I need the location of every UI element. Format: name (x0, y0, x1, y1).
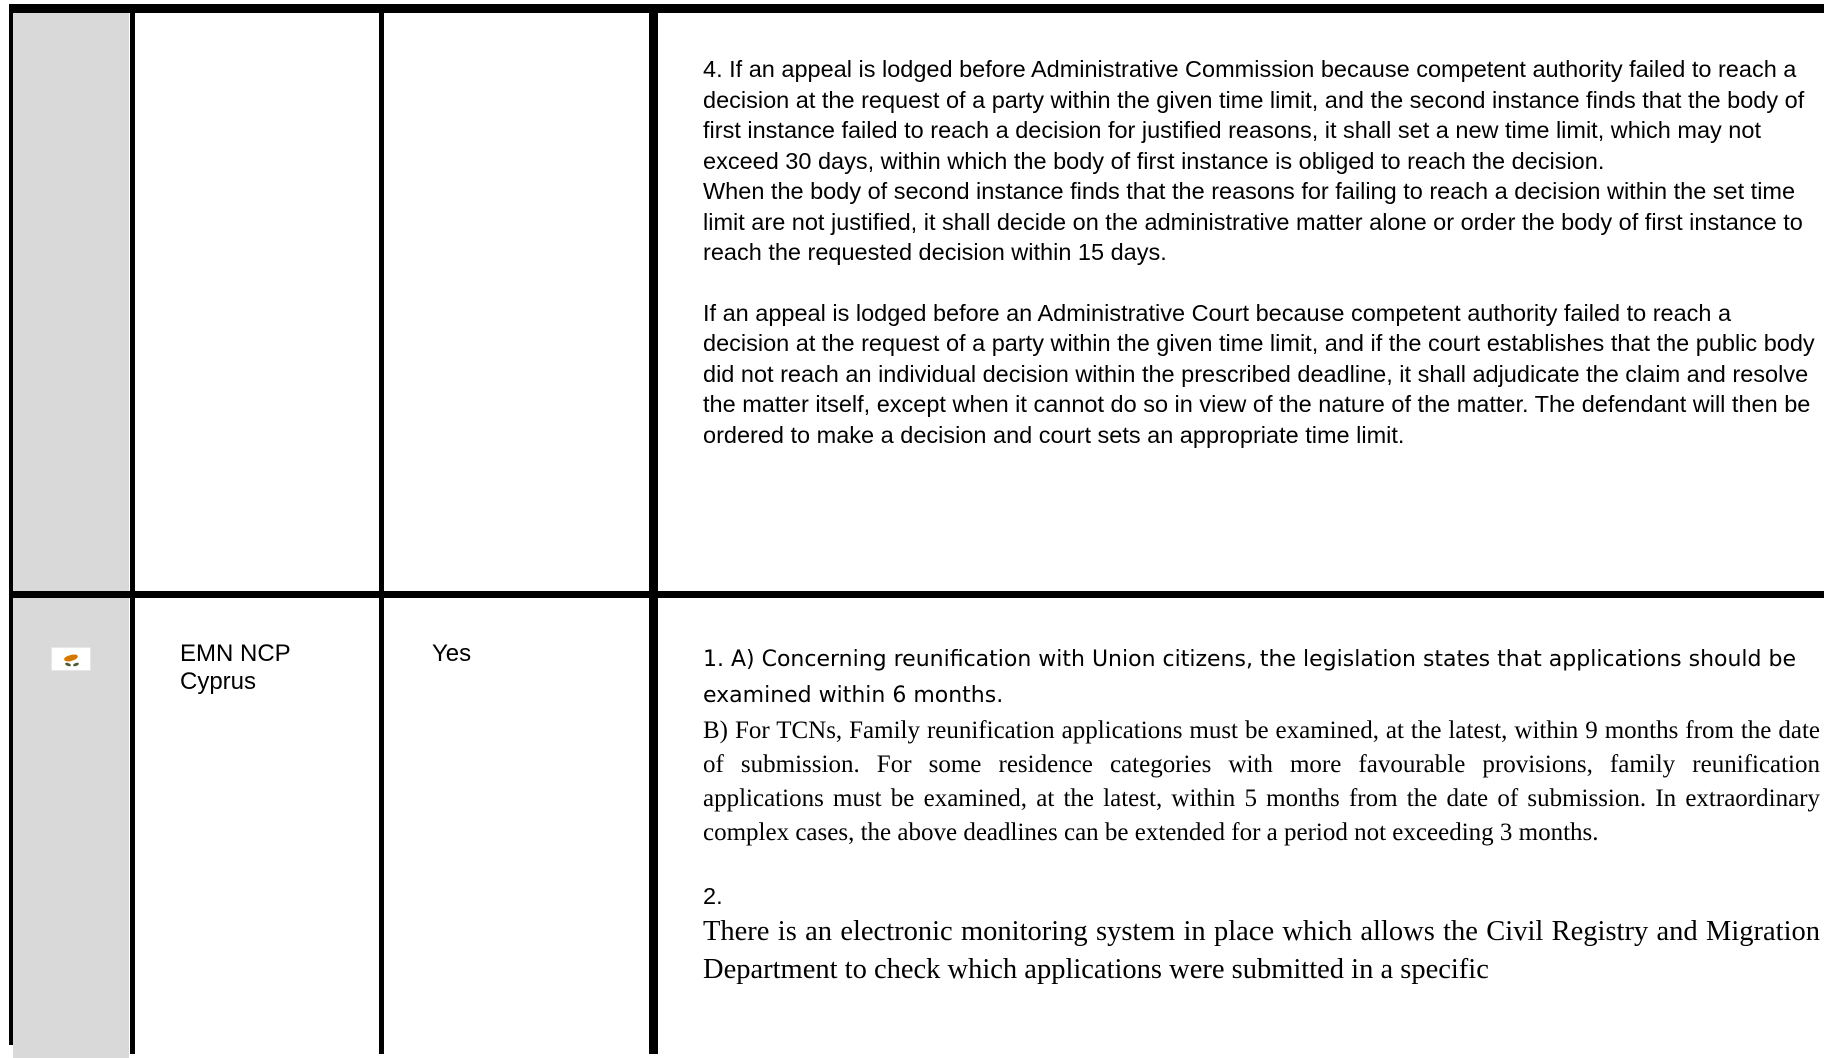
column-divider (130, 4, 135, 1054)
column-divider (649, 4, 658, 1054)
member-state-name-line1: EMN NCP (180, 640, 291, 667)
details-item-number: 2. (703, 883, 723, 909)
flag-island-shape (64, 654, 79, 663)
details-cell (658, 13, 1824, 591)
column-divider (379, 4, 384, 1054)
answer-cell (383, 13, 651, 591)
details-cell (658, 598, 1824, 1058)
details-paragraph: B) For TCNs, Family reunification applications must be examined, at the latest, within 9 months from the date of submission. For some residence categories with more favourable provisions, family reunification applications must be examined, at the latest, within 5 months from the date of submission. In extraordinary complex cases, the above deadlines can be extended for a period not exceeding 3 months. (703, 717, 1820, 846)
answer-value: Yes (432, 640, 472, 667)
table-row (13, 598, 1824, 1058)
comparison-table (9, 4, 1824, 1045)
details-paragraph: 4. If an appeal is lodged before Administrative Commission because competent authority failed to reach a decision at the request of a party within the given time limit, and the second instance finds that the body of first instance failed to reach a decision for justified reasons, it shall set a new time limit, which may not exceed 30 days, within which the body of first instance is obliged to reach the decision. (703, 56, 1805, 174)
member-state-cell (134, 13, 378, 591)
flag-leaf-right (73, 662, 80, 667)
row-divider (13, 591, 1824, 598)
details-paragraph: There is an electronic monitoring system in place which allows the Civil Registry and Migration Department to check which applications were submitted in a specific (703, 916, 1820, 985)
details-paragraph: 1. A) Concerning reunification with Union citizens, the legislation states that applications should be examined within 6 months. (703, 647, 1796, 708)
table-row (13, 13, 1824, 591)
member-state-name-line2: Cyprus (180, 668, 257, 695)
flag-cell (13, 13, 129, 591)
cyprus-flag-icon (51, 647, 91, 671)
member-state-cell (134, 598, 378, 1058)
answer-cell (383, 598, 651, 1058)
flag-leaf-left (65, 662, 72, 667)
details-paragraph: If an appeal is lodged before an Administrative Court because competent authority failed to reach a decision at the request of a party within the given time limit, and if the court establishes that the public body did not reach an individual decision within the prescribed deadline, it shall adjudicate the claim and resolve the matter itself, except when it cannot do so in view of the nature of the matter. The defendant will then be ordered to make a decision and court sets an appropriate time limit. (703, 299, 1815, 448)
flag-cell (13, 598, 129, 1058)
details-paragraph: When the body of second instance finds that the reasons for failing to reach a decision within the set time limit are not justified, it shall decide on the administrative matter alone or order the body of first instance to reach the requested decision within 15 days. (703, 178, 1803, 265)
